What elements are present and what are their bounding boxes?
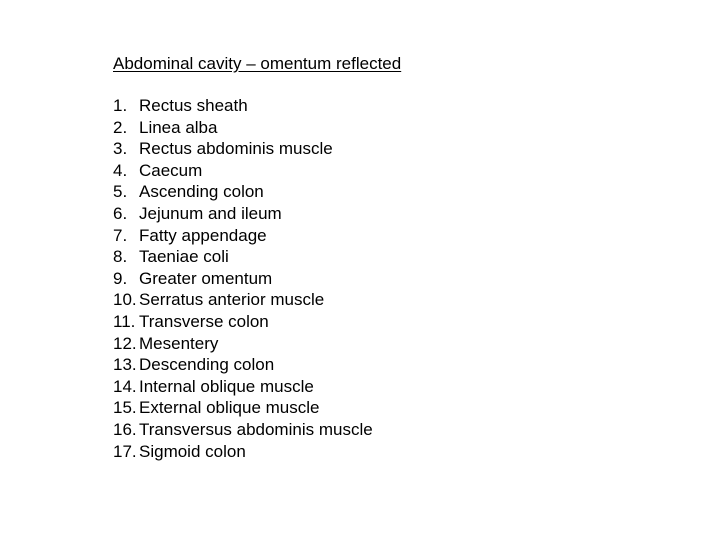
list-item [113, 333, 373, 355]
item-label: Descending colon [139, 355, 275, 375]
slide-title: Abdominal cavity – omentum reflected [113, 54, 402, 73]
item-number: 3. [113, 139, 128, 159]
list-item [113, 441, 373, 463]
item-label: Mesentery [139, 333, 219, 353]
item-number: 2. [113, 117, 128, 137]
list-item [113, 311, 373, 333]
item-label: Transversus abdominis muscle [139, 419, 373, 439]
item-number: 16. [113, 419, 137, 439]
item-label: Linea alba [139, 117, 218, 137]
list-item [113, 246, 373, 268]
list-item [113, 160, 373, 182]
list-item [113, 225, 373, 247]
item-number: 6. [113, 203, 128, 223]
list-item [113, 289, 373, 311]
item-number: 17. [113, 441, 137, 461]
list-item [113, 419, 373, 441]
item-label: Rectus sheath [139, 96, 248, 115]
item-number: 1. [113, 96, 128, 115]
item-number: 14. [113, 376, 137, 396]
item-label: Fatty appendage [139, 225, 267, 245]
item-number: 4. [113, 160, 128, 180]
item-label: Rectus abdominis muscle [139, 139, 333, 159]
list-item [113, 95, 373, 117]
list-item [113, 354, 373, 376]
item-label: Internal oblique muscle [139, 376, 314, 396]
item-label: Taeniae coli [139, 247, 229, 267]
item-label: Jejunum and ileum [139, 203, 282, 223]
item-label: Transverse colon [139, 311, 269, 331]
list-item [113, 117, 373, 139]
item-number: 13. [113, 355, 137, 375]
item-number: 11. [113, 311, 136, 331]
item-number: 5. [113, 182, 128, 202]
list-item [113, 181, 373, 203]
list-item [113, 138, 373, 160]
item-label: Ascending colon [139, 182, 264, 202]
item-label: Greater omentum [139, 268, 273, 288]
item-number: 8. [113, 247, 128, 267]
item-number: 12. [113, 333, 137, 353]
item-label: Sigmoid colon [139, 441, 246, 461]
item-number: 7. [113, 225, 128, 245]
item-label: External oblique muscle [139, 398, 320, 418]
item-number: 15. [113, 398, 137, 418]
structure-list [113, 95, 373, 462]
item-label: Serratus anterior muscle [139, 290, 325, 310]
list-item [113, 268, 373, 290]
item-label: Caecum [139, 160, 203, 180]
list-item [113, 376, 373, 398]
item-number: 10. [113, 290, 137, 310]
item-number: 9. [113, 268, 128, 288]
list-item [113, 203, 373, 225]
list-item [113, 397, 373, 419]
